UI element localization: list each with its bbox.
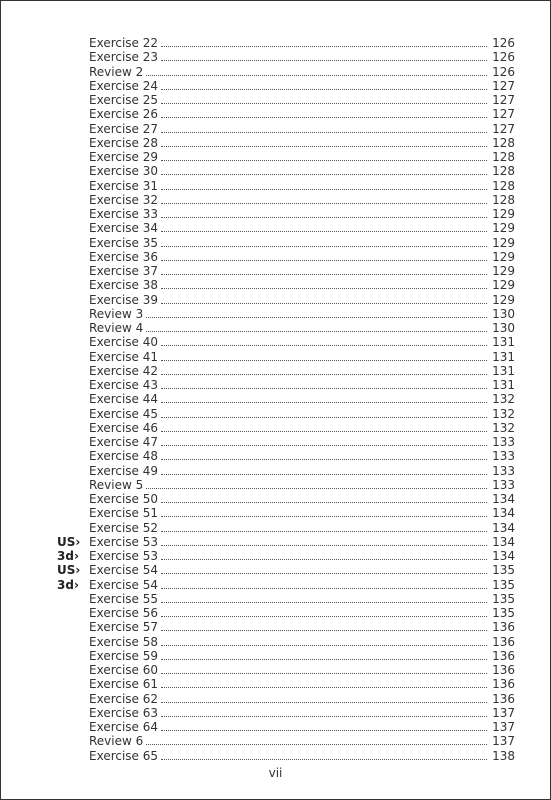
dot-leader: [161, 459, 487, 460]
toc-entry-title: Exercise 32: [89, 192, 159, 207]
toc-row: [57, 392, 515, 406]
toc-entry-title: Review 6: [89, 734, 144, 749]
dot-leader: [161, 516, 487, 517]
toc-entry-page: 133: [492, 463, 515, 478]
dot-leader: [161, 217, 487, 218]
edition-marker: US›: [57, 563, 81, 578]
toc-entry-page: 132: [492, 392, 515, 407]
toc-entry-title: Exercise 37: [89, 264, 159, 278]
dot-leader: [146, 488, 487, 489]
toc-entry: [89, 407, 515, 421]
table-of-contents: [57, 36, 515, 763]
dot-leader: [161, 60, 487, 61]
toc-entry-title: Exercise 58: [89, 634, 159, 649]
toc-entry: [89, 578, 515, 592]
dot-leader: [161, 402, 487, 403]
toc-entry-page: 135: [492, 577, 515, 592]
toc-row: [57, 677, 515, 691]
toc-entry-title: Exercise 45: [89, 406, 159, 421]
toc-row: [57, 421, 515, 435]
toc-entry-page: 126: [492, 36, 515, 50]
toc-entry: [89, 392, 515, 406]
toc-entry-page: 136: [492, 648, 515, 663]
toc-entry-page: 126: [492, 50, 515, 65]
toc-row: [57, 136, 515, 150]
toc-entry-page: 128: [492, 192, 515, 207]
toc-row: [57, 221, 515, 235]
toc-entry-title: Exercise 30: [89, 164, 159, 179]
toc-row: [57, 464, 515, 478]
toc-entry-title: Exercise 34: [89, 221, 159, 236]
toc-entry: [89, 364, 515, 378]
toc-entry-page: 127: [492, 121, 515, 136]
toc-row: [57, 150, 515, 164]
toc-entry: [89, 164, 515, 178]
toc-entry: [89, 421, 515, 435]
toc-entry-page: 128: [492, 178, 515, 193]
edition-marker: 3d›: [57, 549, 79, 563]
toc-entry-title: Exercise 53: [89, 534, 159, 549]
toc-entry: [89, 563, 515, 577]
toc-entry-title: Exercise 60: [89, 663, 159, 677]
toc-entry-page: 135: [492, 606, 515, 620]
toc-entry-page: 133: [492, 435, 515, 449]
toc-entry-page: 129: [492, 292, 515, 307]
toc-entry-page: 131: [492, 335, 515, 350]
dot-leader: [161, 231, 487, 232]
toc-entry-page: 136: [492, 634, 515, 649]
dot-leader: [161, 645, 487, 646]
dot-leader: [161, 616, 487, 617]
toc-entry-title: Exercise 23: [89, 50, 159, 65]
dot-leader: [161, 288, 487, 289]
toc-entry-page: 137: [492, 720, 515, 734]
toc-entry-page: 136: [492, 663, 515, 677]
edition-marker: 3d›: [57, 577, 79, 592]
toc-entry-title: Exercise 49: [89, 463, 159, 478]
toc-row: [57, 592, 515, 606]
toc-entry-title: Exercise 52: [89, 520, 159, 535]
toc-entry: [89, 535, 515, 549]
toc-row: [57, 278, 515, 292]
toc-row: [57, 706, 515, 720]
toc-entry-title: Exercise 59: [89, 648, 159, 663]
toc-entry-page: 130: [492, 321, 515, 335]
toc-entry-title: Review 3: [89, 306, 144, 321]
toc-entry: [89, 350, 515, 364]
toc-entry: [89, 606, 515, 620]
toc-row: [57, 193, 515, 207]
toc-entry-title: Exercise 44: [89, 392, 159, 407]
toc-entry-page: 132: [492, 406, 515, 421]
toc-entry: [89, 478, 515, 492]
toc-entry-title: Exercise 42: [89, 363, 159, 378]
dot-leader: [161, 274, 487, 275]
toc-entry: [89, 635, 515, 649]
dot-leader: [146, 744, 487, 745]
toc-entry-title: Exercise 65: [89, 748, 159, 763]
toc-entry-page: 135: [492, 591, 515, 606]
toc-entry-page: 130: [492, 306, 515, 321]
toc-row: [57, 122, 515, 136]
dot-leader: [161, 559, 487, 560]
toc-entry-page: 133: [492, 449, 515, 464]
toc-row: [57, 435, 515, 449]
dot-leader: [161, 687, 487, 688]
dot-leader: [161, 545, 487, 546]
toc-entry: [89, 620, 515, 634]
toc-entry-title: Exercise 40: [89, 335, 159, 350]
toc-row: [57, 164, 515, 178]
toc-row: [57, 65, 515, 79]
toc-row: [57, 663, 515, 677]
toc-entry-page: 134: [492, 549, 515, 563]
toc-entry-title: Exercise 24: [89, 78, 159, 93]
toc-row: [57, 749, 515, 763]
toc-entry: [89, 79, 515, 93]
toc-entry: [89, 506, 515, 520]
dot-leader: [161, 630, 487, 631]
toc-entry-page: 127: [492, 93, 515, 107]
toc-entry-title: Exercise 56: [89, 606, 159, 620]
toc-entry-page: 135: [492, 563, 515, 578]
toc-entry-title: Exercise 51: [89, 506, 159, 521]
dot-leader: [161, 431, 487, 432]
dot-leader: [161, 588, 487, 589]
toc-row: [57, 293, 515, 307]
toc-row: [57, 649, 515, 663]
toc-entry: [89, 264, 515, 278]
toc-entry: [89, 36, 515, 50]
toc-entry-page: 136: [492, 677, 515, 692]
toc-row: [57, 264, 515, 278]
toc-row: [57, 478, 515, 492]
toc-entry-page: 129: [492, 221, 515, 236]
toc-entry: [89, 136, 515, 150]
dot-leader: [161, 388, 487, 389]
toc-entry-title: Exercise 54: [89, 563, 159, 578]
toc-row: [57, 506, 515, 520]
toc-entry-title: Exercise 62: [89, 691, 159, 706]
toc-entry-title: Exercise 28: [89, 135, 159, 150]
toc-row: [57, 720, 515, 734]
dot-leader: [161, 89, 487, 90]
toc-row: [57, 307, 515, 321]
toc-entry: [89, 107, 515, 121]
toc-entry-title: Exercise 35: [89, 235, 159, 250]
toc-entry: [89, 250, 515, 264]
toc-row: [57, 364, 515, 378]
toc-entry-title: Exercise 26: [89, 107, 159, 122]
dot-leader: [161, 702, 487, 703]
toc-entry-title: Exercise 47: [89, 435, 159, 449]
toc-entry-page: 128: [492, 150, 515, 164]
dot-leader: [161, 146, 487, 147]
toc-entry-page: 136: [492, 620, 515, 635]
dot-leader: [161, 531, 487, 532]
toc-entry-title: Exercise 39: [89, 292, 159, 307]
toc-entry: [89, 677, 515, 691]
toc-row: [57, 93, 515, 107]
toc-entry: [89, 193, 515, 207]
dot-leader: [161, 360, 487, 361]
toc-entry: [89, 221, 515, 235]
toc-entry: [89, 278, 515, 292]
toc-entry: [89, 521, 515, 535]
toc-entry-title: Exercise 29: [89, 150, 159, 164]
toc-entry-page: 127: [492, 107, 515, 122]
dot-leader: [161, 417, 487, 418]
toc-entry-title: Review 4: [89, 321, 144, 335]
toc-row: [57, 378, 515, 392]
toc-row: [57, 535, 515, 549]
toc-row: [57, 107, 515, 121]
toc-entry-title: Exercise 36: [89, 249, 159, 264]
toc-entry: [89, 706, 515, 720]
toc-entry: [89, 435, 515, 449]
toc-entry-page: 134: [492, 506, 515, 521]
toc-row: [57, 563, 515, 577]
toc-entry-page: 137: [492, 734, 515, 749]
toc-row: [57, 236, 515, 250]
toc-entry-title: Exercise 43: [89, 378, 159, 392]
dot-leader: [161, 246, 487, 247]
toc-entry: [89, 549, 515, 563]
dot-leader: [161, 602, 487, 603]
toc-entry: [89, 464, 515, 478]
toc-entry: [89, 307, 515, 321]
toc-entry: [89, 649, 515, 663]
dot-leader: [161, 659, 487, 660]
toc-entry-page: 129: [492, 278, 515, 293]
toc-entry-page: 132: [492, 420, 515, 435]
toc-entry-page: 134: [492, 534, 515, 549]
toc-entry-title: Exercise 48: [89, 449, 159, 464]
toc-entry-title: Exercise 64: [89, 720, 159, 734]
toc-row: [57, 207, 515, 221]
page-number: vii: [268, 766, 283, 780]
toc-entry-title: Exercise 50: [89, 492, 159, 506]
toc-entry: [89, 321, 515, 335]
toc-row: [57, 179, 515, 193]
toc-entry: [89, 492, 515, 506]
dot-leader: [161, 132, 487, 133]
edition-marker: US›: [57, 534, 81, 549]
toc-row: [57, 79, 515, 93]
toc-row: [57, 521, 515, 535]
toc-entry-page: 131: [492, 378, 515, 392]
dot-leader: [161, 374, 487, 375]
toc-entry-page: 134: [492, 520, 515, 535]
toc-entry-page: 131: [492, 363, 515, 378]
dot-leader: [146, 75, 487, 76]
toc-entry-title: Exercise 54: [89, 577, 159, 592]
toc-entry-title: Exercise 46: [89, 420, 159, 435]
toc-row: [57, 321, 515, 335]
toc-row: [57, 335, 515, 349]
dot-leader: [161, 673, 487, 674]
toc-entry: [89, 65, 515, 79]
toc-entry-page: 128: [492, 164, 515, 179]
toc-entry-page: 138: [492, 748, 515, 763]
toc-row: [57, 635, 515, 649]
toc-entry: [89, 293, 515, 307]
toc-entry: [89, 122, 515, 136]
toc-entry: [89, 449, 515, 463]
toc-entry-page: 129: [492, 249, 515, 264]
toc-entry-title: Exercise 38: [89, 278, 159, 293]
dot-leader: [161, 445, 487, 446]
toc-row: [57, 620, 515, 634]
toc-entry-title: Exercise 53: [89, 549, 159, 563]
toc-entry-page: 131: [492, 349, 515, 364]
toc-entry: [89, 378, 515, 392]
toc-entry: [89, 663, 515, 677]
dot-leader: [161, 730, 487, 731]
toc-entry: [89, 692, 515, 706]
toc-row: [57, 407, 515, 421]
dot-leader: [161, 345, 487, 346]
dot-leader: [161, 103, 487, 104]
dot-leader: [161, 160, 487, 161]
toc-row: [57, 734, 515, 748]
toc-entry: [89, 93, 515, 107]
toc-entry-title: Exercise 22: [89, 36, 159, 50]
toc-row: [57, 250, 515, 264]
toc-entry-title: Exercise 61: [89, 677, 159, 692]
toc-row: [57, 606, 515, 620]
dot-leader: [161, 474, 487, 475]
toc-entry: [89, 749, 515, 763]
toc-entry: [89, 734, 515, 748]
toc-entry-title: Exercise 27: [89, 121, 159, 136]
toc-entry-title: Exercise 63: [89, 705, 159, 720]
dot-leader: [161, 117, 487, 118]
toc-row: [57, 549, 515, 563]
dot-leader: [146, 317, 487, 318]
dot-leader: [161, 303, 487, 304]
toc-entry: [89, 592, 515, 606]
toc-entry-title: Exercise 41: [89, 349, 159, 364]
toc-entry: [89, 179, 515, 193]
toc-entry: [89, 50, 515, 64]
toc-entry-page: 129: [492, 207, 515, 221]
toc-row: [57, 350, 515, 364]
toc-entry-title: Review 2: [89, 64, 144, 79]
dot-leader: [161, 174, 487, 175]
toc-row: [57, 449, 515, 463]
toc-entry-page: 137: [492, 705, 515, 720]
toc-entry: [89, 207, 515, 221]
toc-entry: [89, 236, 515, 250]
toc-entry-title: Exercise 31: [89, 178, 159, 193]
toc-row: [57, 36, 515, 50]
toc-entry-page: 129: [492, 264, 515, 278]
toc-row: [57, 692, 515, 706]
toc-row: [57, 50, 515, 64]
toc-entry-page: 127: [492, 78, 515, 93]
toc-entry-title: Exercise 33: [89, 207, 159, 221]
dot-leader: [161, 759, 487, 760]
dot-leader: [161, 502, 487, 503]
toc-entry-page: 128: [492, 135, 515, 150]
dot-leader: [161, 203, 487, 204]
toc-entry-page: 129: [492, 235, 515, 250]
dot-leader: [161, 573, 487, 574]
toc-row: [57, 492, 515, 506]
toc-entry-title: Exercise 57: [89, 620, 159, 635]
toc-entry-title: Exercise 25: [89, 93, 159, 107]
toc-entry-page: 136: [492, 691, 515, 706]
toc-entry-page: 133: [492, 477, 515, 492]
toc-entry-title: Review 5: [89, 477, 144, 492]
dot-leader: [161, 716, 487, 717]
toc-entry: [89, 335, 515, 349]
toc-entry: [89, 150, 515, 164]
toc-entry-title: Exercise 55: [89, 591, 159, 606]
dot-leader: [161, 260, 487, 261]
toc-entry-page: 126: [492, 64, 515, 79]
toc-entry-page: 134: [492, 492, 515, 506]
dot-leader: [161, 46, 487, 47]
dot-leader: [146, 331, 487, 332]
toc-row: [57, 578, 515, 592]
dot-leader: [161, 189, 487, 190]
toc-entry: [89, 720, 515, 734]
